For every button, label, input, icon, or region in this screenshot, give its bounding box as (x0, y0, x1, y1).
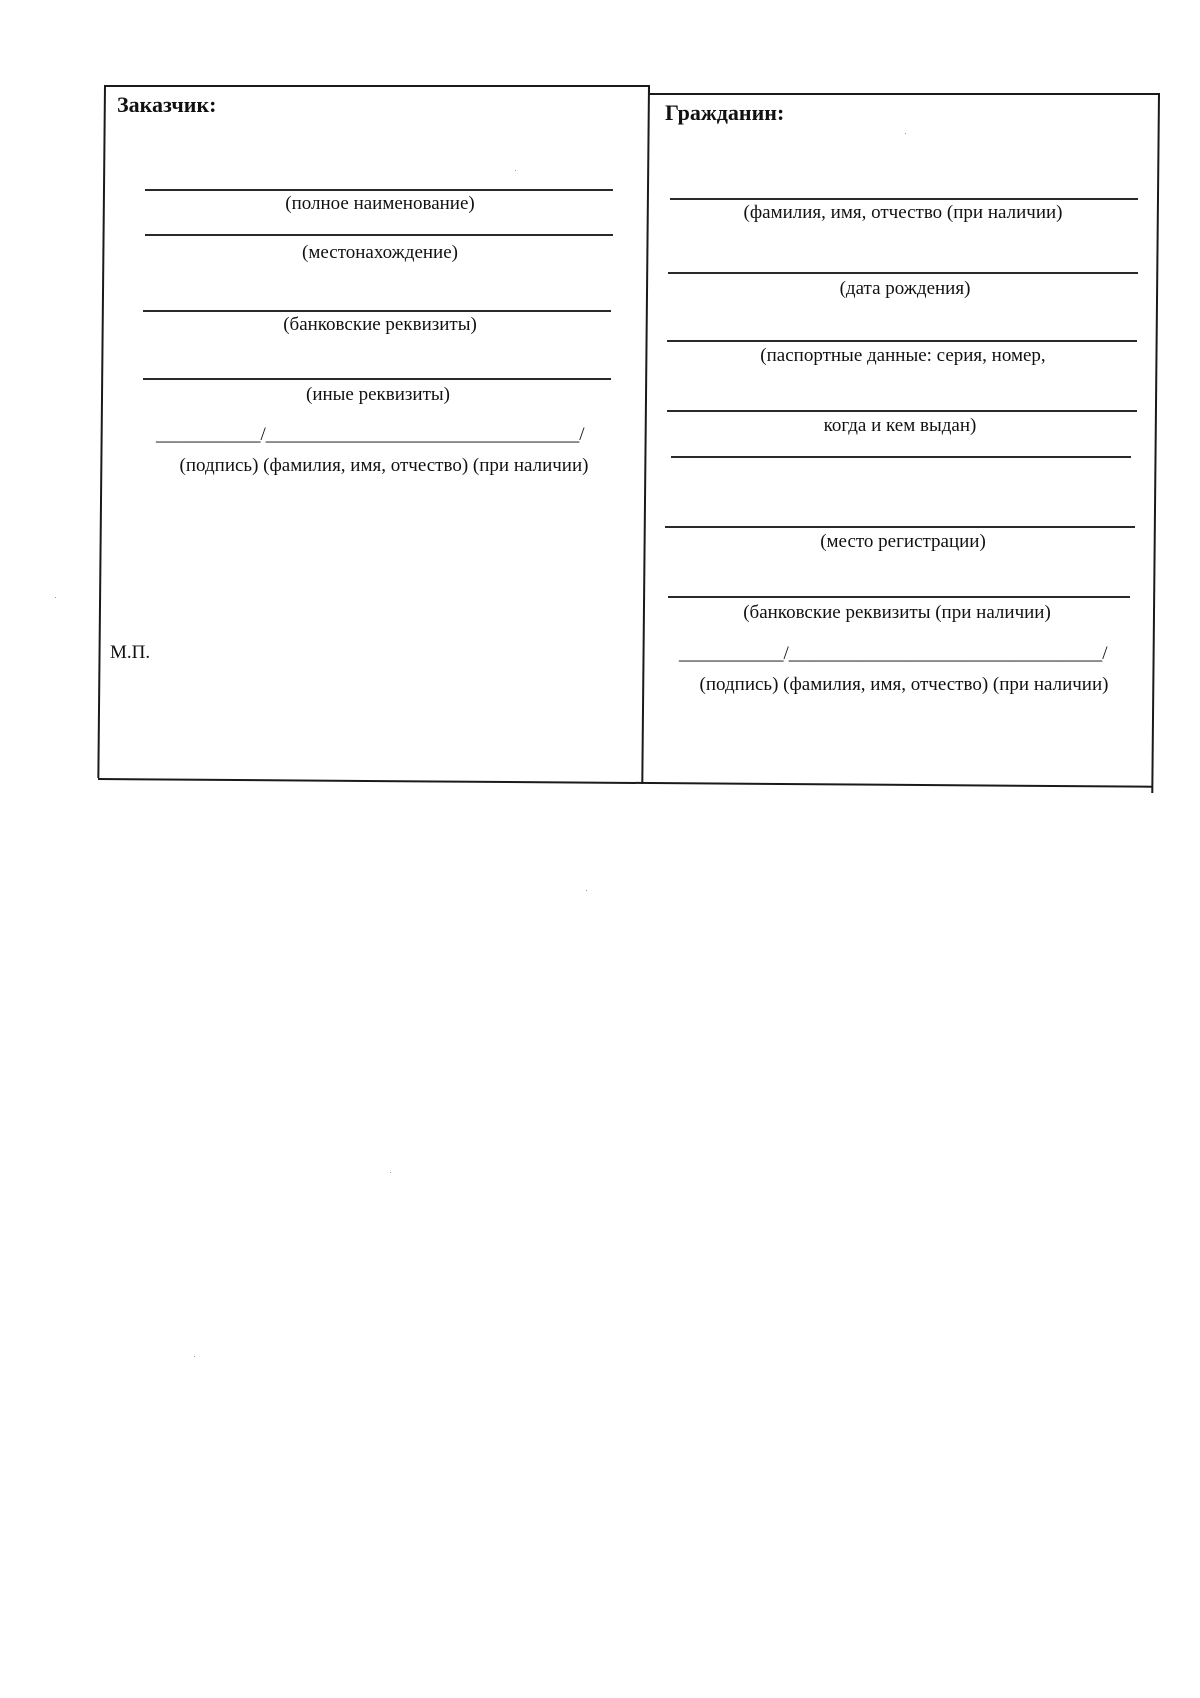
customer-full-name-line (145, 189, 613, 191)
citizen-passport-issued-line (667, 410, 1137, 412)
table-border-top-left (105, 85, 649, 87)
citizen-passport-issued-caption: когда и кем выдан) (823, 415, 977, 436)
table-border-bottom (98, 778, 1152, 788)
citizen-passport-line (667, 340, 1137, 342)
table-border-top-right (649, 93, 1160, 95)
customer-other-caption: (иные реквизиты) (306, 384, 450, 405)
scan-speck (905, 133, 906, 134)
scan-speck (55, 597, 56, 598)
customer-full-name-caption: (полное наименование) (285, 193, 475, 214)
citizen-signature-caption: (подпись) (фамилия, имя, отчество) (при наличии) (699, 674, 1109, 695)
customer-heading: Заказчик: (117, 92, 217, 117)
scan-speck (194, 1356, 195, 1357)
citizen-name-caption: (фамилия, имя, отчество (при наличии) (743, 202, 1063, 223)
customer-location-caption: (местонахождение) (302, 242, 458, 263)
citizen-bank-caption: (банковские реквизиты (при наличии) (743, 602, 1051, 623)
customer-signature-line: ___________/_________________________________/ (156, 424, 585, 445)
citizen-registration-caption: (место регистрации) (820, 531, 986, 552)
table-column-divider (641, 85, 650, 784)
customer-bank-line (143, 310, 611, 312)
scan-speck (515, 170, 516, 171)
stamp-placeholder: М.П. (110, 642, 151, 663)
customer-signature-caption: (подпись) (фамилия, имя, отчество) (при наличии) (179, 455, 589, 476)
citizen-bank-line (668, 596, 1130, 598)
citizen-birthdate-line (668, 272, 1138, 274)
customer-location-line (145, 234, 613, 236)
table-border-right (1151, 93, 1160, 793)
table-border-left (97, 85, 106, 778)
customer-bank-caption: (банковские реквизиты) (283, 314, 477, 335)
scan-speck (586, 890, 587, 891)
citizen-passport-caption: (паспортные данные: серия, номер, (760, 345, 1046, 366)
citizen-birthdate-caption: (дата рождения) (839, 278, 971, 299)
citizen-name-line (670, 198, 1138, 200)
customer-other-line (143, 378, 611, 380)
scan-speck (390, 1172, 391, 1173)
citizen-heading: Гражданин: (665, 100, 785, 125)
citizen-extra-line (671, 456, 1131, 458)
citizen-registration-line (665, 526, 1135, 528)
citizen-signature-line: ___________/_________________________________/ (679, 643, 1108, 664)
